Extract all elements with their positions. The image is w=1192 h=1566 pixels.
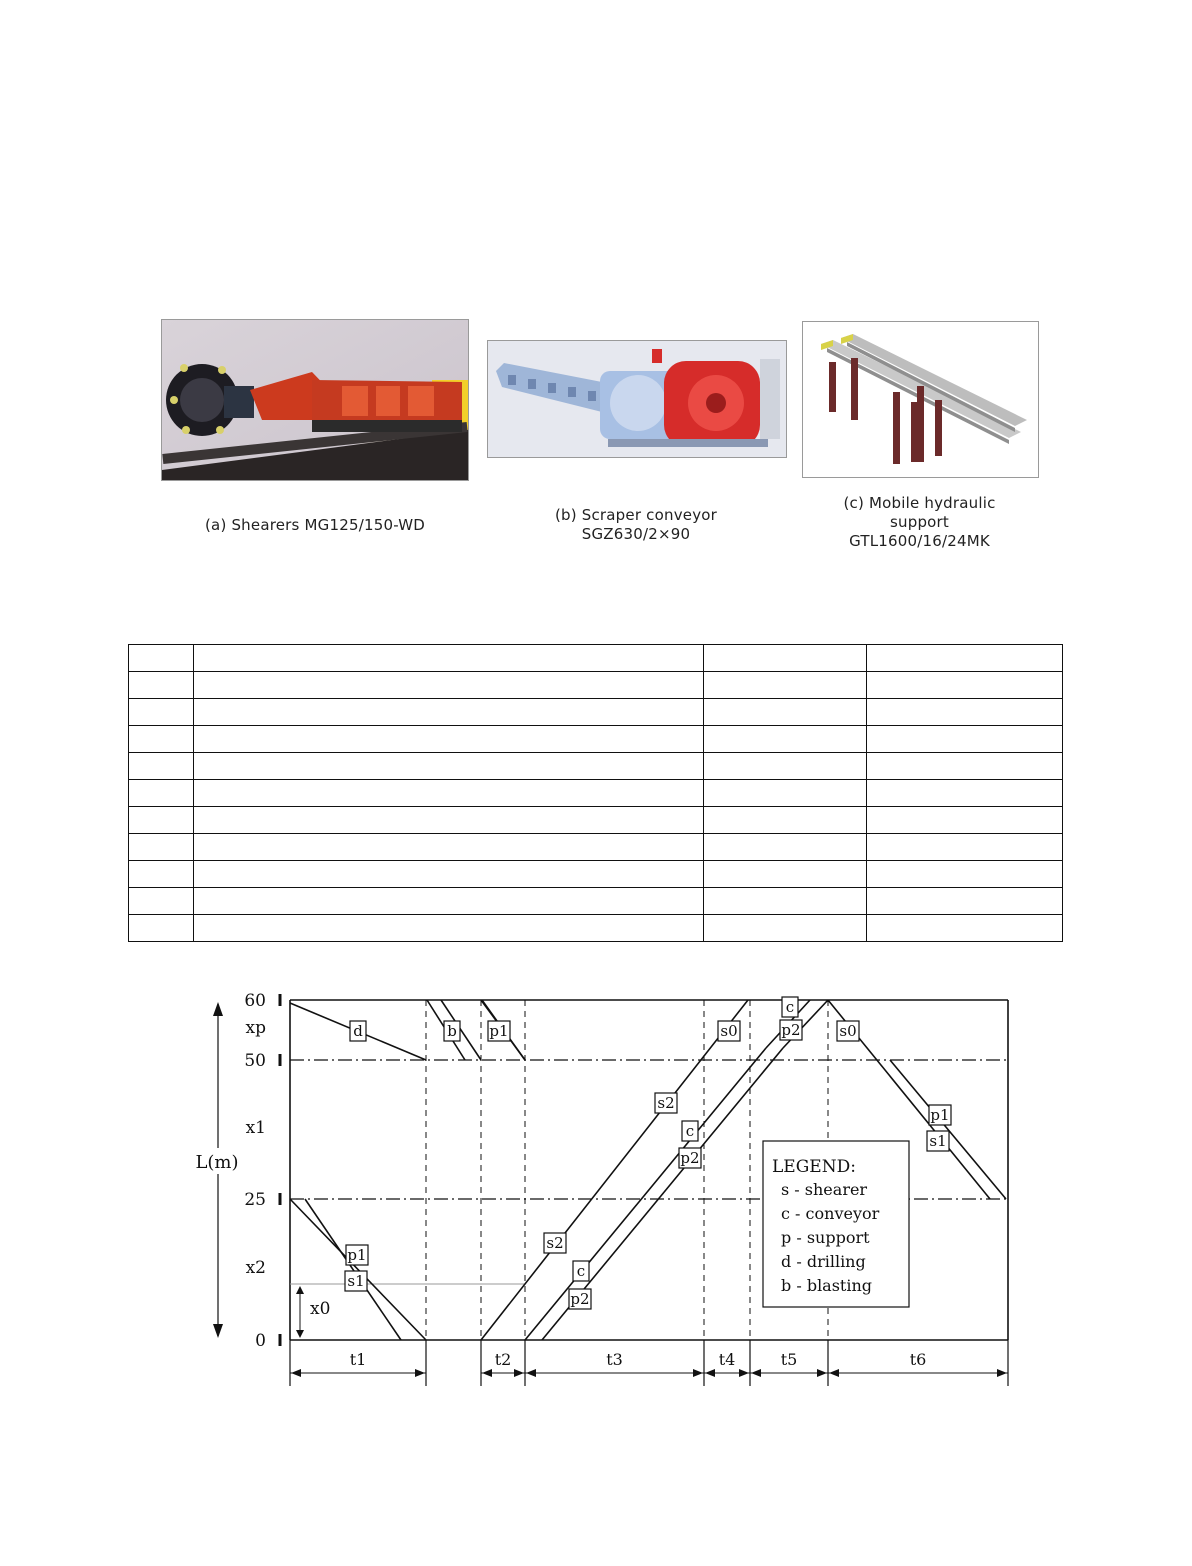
table-cell xyxy=(704,915,867,942)
time-arrow-head xyxy=(291,1369,301,1377)
table-row xyxy=(129,672,1063,699)
caption-c-line1: (c) Mobile hydraulic xyxy=(843,494,996,512)
table-row xyxy=(129,888,1063,915)
table-row xyxy=(129,861,1063,888)
time-arrow-head xyxy=(739,1369,749,1377)
time-interval-label: t4 xyxy=(718,1350,736,1369)
table-cell xyxy=(129,807,194,834)
table-cell xyxy=(704,699,867,726)
table-cell xyxy=(129,753,194,780)
tag-label-b: b xyxy=(447,1022,457,1040)
table-cell xyxy=(194,888,704,915)
table-cell xyxy=(704,807,867,834)
tag-label-c_mid: c xyxy=(685,1122,695,1140)
legend-item: p - support xyxy=(781,1228,870,1247)
length-arrow-head xyxy=(213,1324,223,1338)
table-cell xyxy=(194,807,704,834)
table-row xyxy=(129,834,1063,861)
caption-a-text: (a) Shearers MG125/150-WD xyxy=(205,516,425,534)
time-arrow-head xyxy=(817,1369,827,1377)
hydraulic-support-photo xyxy=(802,321,1039,478)
time-interval-label: t1 xyxy=(349,1350,367,1369)
table-cell xyxy=(129,834,194,861)
time-interval-label: t2 xyxy=(494,1350,512,1369)
caption-b-line2: SGZ630/2×90 xyxy=(581,525,691,543)
operation-line-8 xyxy=(481,1000,748,1340)
table-cell xyxy=(194,672,704,699)
caption-b xyxy=(487,506,785,544)
time-arrow-head xyxy=(415,1369,425,1377)
legend-item: d - drilling xyxy=(781,1252,866,1271)
time-arrow-head xyxy=(693,1369,703,1377)
tag-label-p1_right: p1 xyxy=(930,1106,950,1124)
time-arrow-head xyxy=(829,1369,839,1377)
tag-label-p2_top: p2 xyxy=(781,1021,801,1039)
legend-item: c - conveyor xyxy=(781,1204,880,1223)
y-segment-label: x1 xyxy=(245,1118,266,1138)
time-arrow-head xyxy=(514,1369,524,1377)
caption-a xyxy=(160,516,470,535)
table-body xyxy=(129,645,1063,942)
caption-c-line3: GTL1600/16/24MK xyxy=(849,532,990,550)
length-arrow-head xyxy=(213,1002,223,1016)
tag-label-d: d xyxy=(353,1022,363,1040)
tag-label-p2_low: p2 xyxy=(570,1290,590,1308)
table-row xyxy=(129,699,1063,726)
y-tick-label: 25 xyxy=(244,1190,266,1210)
table-cell xyxy=(867,699,1063,726)
table-cell xyxy=(194,645,704,672)
table-cell xyxy=(194,834,704,861)
y-segment-label: xp xyxy=(245,1018,266,1038)
table-cell xyxy=(194,861,704,888)
operation-line-9 xyxy=(525,1048,766,1340)
table-cell xyxy=(129,672,194,699)
table-cell xyxy=(704,861,867,888)
tag-label-s0_a: s0 xyxy=(720,1022,738,1040)
y-tick-label: 60 xyxy=(244,991,266,1011)
tag-label-s2_lower: s2 xyxy=(546,1234,564,1252)
diagram-legend xyxy=(763,1141,909,1307)
table-cell xyxy=(704,672,867,699)
table-row xyxy=(129,780,1063,807)
table-cell xyxy=(867,645,1063,672)
table-row xyxy=(129,915,1063,942)
scraper-conveyor-photo xyxy=(487,340,787,458)
caption-b-line1: (b) Scraper conveyor xyxy=(554,506,718,524)
specification-table xyxy=(128,644,1063,942)
table-cell xyxy=(704,726,867,753)
table-cell xyxy=(867,888,1063,915)
time-arrow-head xyxy=(526,1369,536,1377)
table-cell xyxy=(194,726,704,753)
table-cell xyxy=(704,780,867,807)
table-cell xyxy=(867,834,1063,861)
shearer-photo xyxy=(161,319,469,481)
legend-title: LEGEND: xyxy=(772,1157,856,1177)
table-cell xyxy=(129,888,194,915)
cycle-diagram xyxy=(180,988,1020,1398)
table-cell xyxy=(129,780,194,807)
time-arrow-head xyxy=(705,1369,715,1377)
x0-arrow-head xyxy=(296,1330,304,1338)
time-arrow-head xyxy=(751,1369,761,1377)
table-row xyxy=(129,753,1063,780)
tag-label-s2_upper: s2 xyxy=(657,1094,675,1112)
table-cell xyxy=(704,753,867,780)
table-cell xyxy=(129,861,194,888)
table-cell xyxy=(704,645,867,672)
legend-item: b - blasting xyxy=(781,1276,873,1295)
tag-label-c_low: c xyxy=(576,1262,586,1280)
table-row xyxy=(129,645,1063,672)
tag-label-s0_b: s0 xyxy=(839,1022,857,1040)
tag-label-p1_top: p1 xyxy=(489,1022,509,1040)
legend-item: s - shearer xyxy=(781,1180,868,1199)
table-cell xyxy=(867,672,1063,699)
table-cell xyxy=(867,807,1063,834)
table-cell xyxy=(194,915,704,942)
tag-label-s1_left: s1 xyxy=(347,1272,365,1290)
y-axis-label: L(m) xyxy=(195,1152,239,1173)
table-cell xyxy=(867,726,1063,753)
table-cell xyxy=(194,699,704,726)
y-segment-label: x0 xyxy=(310,1299,331,1319)
table-cell xyxy=(867,861,1063,888)
tag-label-c_top: c xyxy=(785,998,795,1016)
table-cell xyxy=(867,780,1063,807)
time-arrow-head xyxy=(482,1369,492,1377)
table-cell xyxy=(129,726,194,753)
table-cell xyxy=(194,753,704,780)
time-arrow-head xyxy=(997,1369,1007,1377)
table-row xyxy=(129,807,1063,834)
table-cell xyxy=(194,780,704,807)
table-cell xyxy=(129,699,194,726)
table-cell xyxy=(129,915,194,942)
time-interval-label: t3 xyxy=(606,1350,623,1369)
table-row xyxy=(129,726,1063,753)
table-cell xyxy=(704,834,867,861)
tag-label-p2_mid: p2 xyxy=(680,1149,700,1167)
tag-label-p1_left: p1 xyxy=(347,1246,367,1264)
y-segment-label: x2 xyxy=(245,1258,266,1278)
y-tick-label: 50 xyxy=(244,1051,266,1071)
y-tick-label: 0 xyxy=(255,1331,266,1351)
table-cell xyxy=(867,753,1063,780)
caption-c xyxy=(797,494,1042,551)
x0-arrow-head xyxy=(296,1286,304,1294)
time-interval-label: t5 xyxy=(780,1350,798,1369)
table-cell xyxy=(704,888,867,915)
time-interval-label: t6 xyxy=(909,1350,927,1369)
table-cell xyxy=(867,915,1063,942)
caption-c-line2: support xyxy=(890,513,949,531)
table-cell xyxy=(129,645,194,672)
tag-label-s1_right: s1 xyxy=(929,1132,947,1150)
